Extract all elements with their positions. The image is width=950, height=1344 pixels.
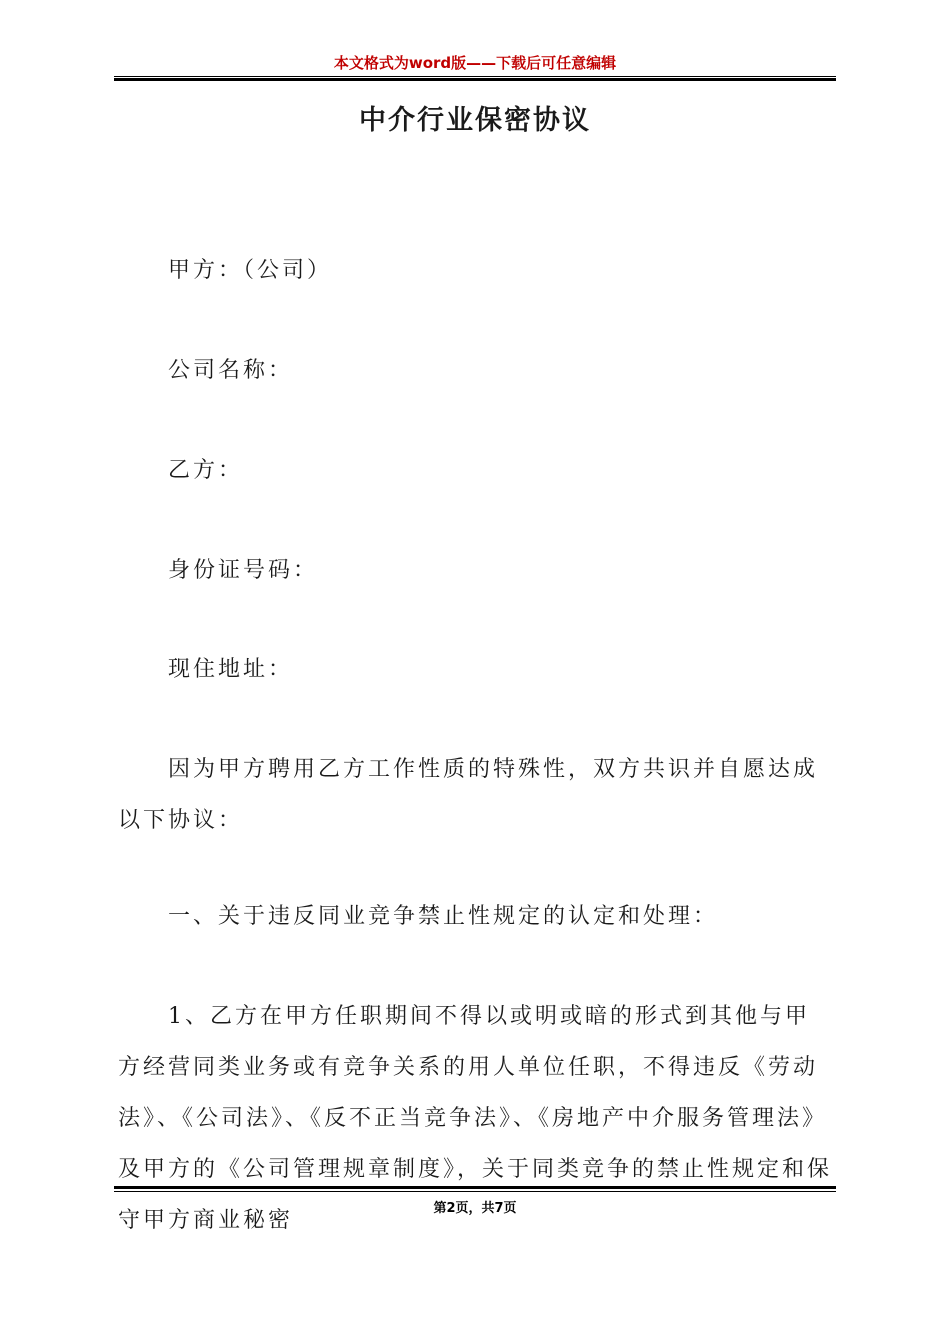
header-rule-thin bbox=[114, 76, 836, 77]
section-heading: 一、关于违反同业竞争禁止性规定的认定和处理： bbox=[168, 904, 719, 929]
company-name-line: 公司名称： bbox=[168, 358, 294, 383]
intro-paragraph: 因为甲方聘用乙方工作性质的特殊性，双方共识并自愿达成以下协议： bbox=[118, 757, 819, 833]
header-note: 本文格式为word版——下载后可任意编辑 bbox=[333, 54, 617, 72]
party-b-line: 乙方： bbox=[168, 458, 244, 483]
party-a-line: 甲方：（公司） bbox=[168, 258, 333, 283]
document-title: 中介行业保密协议 bbox=[359, 105, 591, 136]
footer-rule-thin bbox=[114, 1191, 836, 1192]
id-number-line: 身份证号码： bbox=[168, 558, 319, 583]
footer-rule-thick bbox=[114, 1186, 836, 1189]
clause-1-paragraph: 1、乙方在甲方任职期间不得以或明或暗的形式到其他与甲方经营同类业务或有竞争关系的用人单位任职，不得违反《劳动法》、《公司法》、《反不正当竞争法》、《房地产中介服务管理法》及甲方的《公司管理规章制度》，关于同类竞争的禁止性规定和保守甲方商业秘密 bbox=[118, 1004, 833, 1233]
address-line: 现住地址： bbox=[168, 657, 294, 682]
header-rule-thick bbox=[114, 78, 836, 81]
page-indicator: 第2页，共7页 bbox=[433, 1201, 517, 1216]
